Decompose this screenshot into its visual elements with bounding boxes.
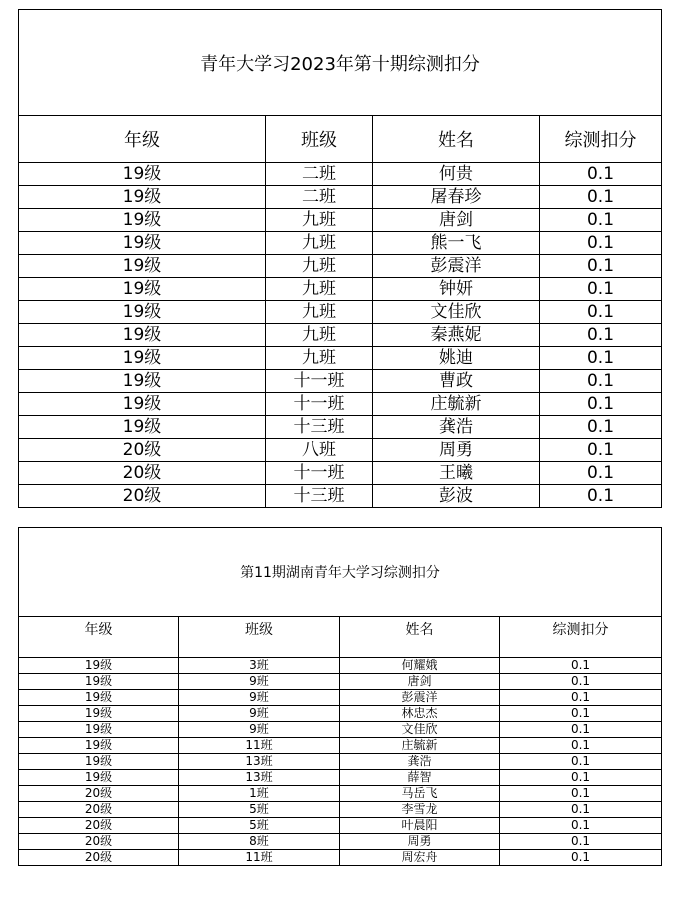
table-row <box>19 754 662 770</box>
cell-name: 庄毓新 <box>340 738 500 754</box>
cell-grade: 19级 <box>19 416 266 439</box>
cell-class: 13班 <box>179 770 340 786</box>
cell-grade: 19级 <box>19 770 179 786</box>
table-row <box>19 738 662 754</box>
cell-grade: 19级 <box>19 722 179 738</box>
cell-deduction: 0.1 <box>540 393 662 416</box>
cell-deduction: 0.1 <box>540 462 662 485</box>
cell-deduction: 0.1 <box>500 754 662 770</box>
cell-name: 龚浩 <box>340 754 500 770</box>
table-title: 第11期湖南青年大学习综测扣分 <box>19 528 662 617</box>
table-row <box>19 186 662 209</box>
cell-deduction: 0.1 <box>500 770 662 786</box>
cell-grade: 19级 <box>19 658 179 674</box>
cell-class: 9班 <box>179 722 340 738</box>
cell-name: 李雪龙 <box>340 802 500 818</box>
cell-name: 熊一飞 <box>373 232 540 255</box>
cell-name: 曹政 <box>373 370 540 393</box>
cell-deduction: 0.1 <box>500 722 662 738</box>
cell-deduction: 0.1 <box>500 834 662 850</box>
header-deduction: 综测扣分 <box>540 116 662 163</box>
header-deduction: 综测扣分 <box>500 617 662 658</box>
cell-name: 王曦 <box>373 462 540 485</box>
cell-deduction: 0.1 <box>540 301 662 324</box>
cell-class: 3班 <box>179 658 340 674</box>
cell-class: 九班 <box>266 255 373 278</box>
table-row <box>19 786 662 802</box>
deduction-table-period-11 <box>18 527 662 866</box>
cell-class: 九班 <box>266 209 373 232</box>
cell-deduction: 0.1 <box>500 850 662 866</box>
table-title-row <box>19 10 662 116</box>
table-row <box>19 850 662 866</box>
table-row <box>19 301 662 324</box>
cell-name: 文佳欣 <box>373 301 540 324</box>
cell-grade: 19级 <box>19 209 266 232</box>
cell-grade: 20级 <box>19 802 179 818</box>
cell-class: 11班 <box>179 850 340 866</box>
cell-deduction: 0.1 <box>500 690 662 706</box>
cell-class: 5班 <box>179 802 340 818</box>
header-name: 姓名 <box>373 116 540 163</box>
cell-name: 彭震洋 <box>373 255 540 278</box>
cell-class: 十一班 <box>266 370 373 393</box>
cell-grade: 19级 <box>19 393 266 416</box>
cell-class: 八班 <box>266 439 373 462</box>
cell-grade: 20级 <box>19 850 179 866</box>
cell-grade: 19级 <box>19 706 179 722</box>
cell-name: 彭波 <box>373 485 540 508</box>
cell-deduction: 0.1 <box>540 209 662 232</box>
table-row <box>19 706 662 722</box>
cell-grade: 19级 <box>19 186 266 209</box>
table-row <box>19 722 662 738</box>
cell-class: 九班 <box>266 347 373 370</box>
deduction-table-period-10 <box>18 9 662 508</box>
cell-deduction: 0.1 <box>500 738 662 754</box>
cell-class: 二班 <box>266 186 373 209</box>
cell-name: 唐剑 <box>373 209 540 232</box>
cell-class: 9班 <box>179 706 340 722</box>
table-row <box>19 163 662 186</box>
cell-deduction: 0.1 <box>500 802 662 818</box>
cell-deduction: 0.1 <box>500 706 662 722</box>
cell-class: 九班 <box>266 278 373 301</box>
cell-deduction: 0.1 <box>540 278 662 301</box>
cell-name: 马岳飞 <box>340 786 500 802</box>
header-grade: 年级 <box>19 617 179 658</box>
table-row <box>19 674 662 690</box>
cell-name: 周勇 <box>340 834 500 850</box>
table-row <box>19 802 662 818</box>
cell-grade: 19级 <box>19 754 179 770</box>
cell-grade: 19级 <box>19 370 266 393</box>
table-row <box>19 370 662 393</box>
cell-name: 叶晨阳 <box>340 818 500 834</box>
table-row <box>19 255 662 278</box>
cell-name: 唐剑 <box>340 674 500 690</box>
cell-grade: 19级 <box>19 301 266 324</box>
header-class: 班级 <box>266 116 373 163</box>
header-grade: 年级 <box>19 116 266 163</box>
cell-grade: 20级 <box>19 818 179 834</box>
cell-name: 薛智 <box>340 770 500 786</box>
table-row <box>19 818 662 834</box>
table-row <box>19 658 662 674</box>
cell-grade: 19级 <box>19 278 266 301</box>
cell-class: 十一班 <box>266 462 373 485</box>
table-row <box>19 770 662 786</box>
cell-class: 十三班 <box>266 485 373 508</box>
cell-class: 9班 <box>179 690 340 706</box>
cell-name: 林忠杰 <box>340 706 500 722</box>
cell-class: 九班 <box>266 232 373 255</box>
table-header-row <box>19 617 662 658</box>
cell-name: 秦燕妮 <box>373 324 540 347</box>
cell-grade: 20级 <box>19 462 266 485</box>
cell-grade: 19级 <box>19 255 266 278</box>
cell-class: 十一班 <box>266 393 373 416</box>
cell-class: 十三班 <box>266 416 373 439</box>
table-row <box>19 416 662 439</box>
cell-class: 9班 <box>179 674 340 690</box>
cell-name: 龚浩 <box>373 416 540 439</box>
cell-name: 何贵 <box>373 163 540 186</box>
table-title: 青年大学习2023年第十期综测扣分 <box>19 10 662 116</box>
cell-deduction: 0.1 <box>540 324 662 347</box>
table-row <box>19 439 662 462</box>
cell-name: 庄毓新 <box>373 393 540 416</box>
cell-class: 13班 <box>179 754 340 770</box>
header-name: 姓名 <box>340 617 500 658</box>
cell-name: 屠春珍 <box>373 186 540 209</box>
cell-name: 何耀娥 <box>340 658 500 674</box>
table-row <box>19 324 662 347</box>
cell-deduction: 0.1 <box>540 439 662 462</box>
cell-grade: 20级 <box>19 786 179 802</box>
cell-deduction: 0.1 <box>540 186 662 209</box>
cell-deduction: 0.1 <box>540 163 662 186</box>
cell-grade: 19级 <box>19 738 179 754</box>
cell-deduction: 0.1 <box>500 674 662 690</box>
cell-name: 钟妍 <box>373 278 540 301</box>
cell-deduction: 0.1 <box>540 232 662 255</box>
table-row <box>19 347 662 370</box>
table-row <box>19 232 662 255</box>
header-class: 班级 <box>179 617 340 658</box>
cell-deduction: 0.1 <box>500 818 662 834</box>
cell-class: 二班 <box>266 163 373 186</box>
table-row <box>19 209 662 232</box>
cell-class: 5班 <box>179 818 340 834</box>
cell-grade: 20级 <box>19 834 179 850</box>
cell-class: 8班 <box>179 834 340 850</box>
cell-name: 周宏舟 <box>340 850 500 866</box>
cell-name: 周勇 <box>373 439 540 462</box>
cell-class: 11班 <box>179 738 340 754</box>
cell-grade: 19级 <box>19 674 179 690</box>
cell-grade: 20级 <box>19 485 266 508</box>
table-title-row <box>19 528 662 617</box>
table-row <box>19 393 662 416</box>
cell-deduction: 0.1 <box>540 347 662 370</box>
cell-grade: 19级 <box>19 163 266 186</box>
cell-class: 九班 <box>266 301 373 324</box>
cell-class: 1班 <box>179 786 340 802</box>
table-row <box>19 834 662 850</box>
cell-grade: 19级 <box>19 690 179 706</box>
cell-deduction: 0.1 <box>540 416 662 439</box>
table-row <box>19 690 662 706</box>
cell-grade: 20级 <box>19 439 266 462</box>
cell-grade: 19级 <box>19 232 266 255</box>
table-row <box>19 485 662 508</box>
table-row <box>19 462 662 485</box>
table-header-row <box>19 116 662 163</box>
cell-grade: 19级 <box>19 347 266 370</box>
table-row <box>19 278 662 301</box>
cell-deduction: 0.1 <box>540 255 662 278</box>
cell-class: 九班 <box>266 324 373 347</box>
cell-deduction: 0.1 <box>540 485 662 508</box>
cell-deduction: 0.1 <box>540 370 662 393</box>
cell-grade: 19级 <box>19 324 266 347</box>
cell-deduction: 0.1 <box>500 658 662 674</box>
cell-deduction: 0.1 <box>500 786 662 802</box>
cell-name: 姚迪 <box>373 347 540 370</box>
cell-name: 彭震洋 <box>340 690 500 706</box>
cell-name: 文佳欣 <box>340 722 500 738</box>
